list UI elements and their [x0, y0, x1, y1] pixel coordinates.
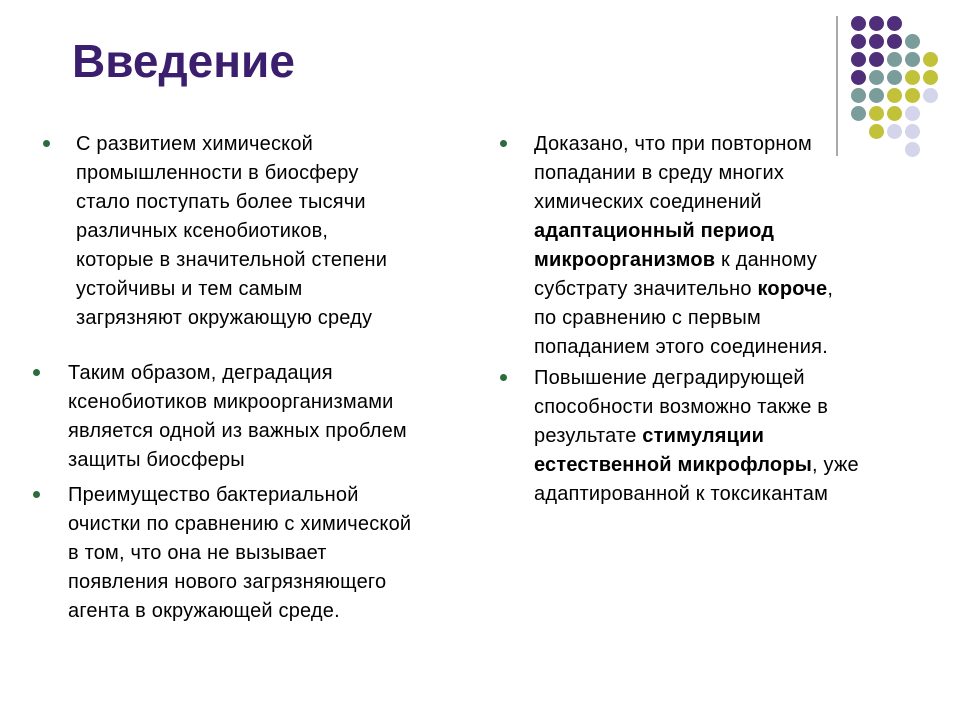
decorative-dot — [869, 52, 884, 67]
bold-text-run: стимуляции естественной микрофлоры — [534, 425, 813, 476]
decorative-dot — [887, 70, 902, 85]
text-run: , уже адаптированной к токсикантам — [534, 454, 859, 505]
decorative-dot — [905, 106, 920, 121]
text-run: к данному субстрату значительно — [534, 249, 818, 300]
bullet-text — [534, 130, 934, 362]
decorative-dot — [887, 88, 902, 103]
decorative-dot — [905, 34, 920, 49]
decorative-dot — [851, 106, 866, 121]
decorative-dot — [887, 52, 902, 67]
text-run: Доказано, что при повторном попадании в среду многих химических соединений — [534, 133, 812, 213]
decorative-dot — [851, 34, 866, 49]
bullet-text: Таким образом, деградация ксенобиотиков микроорганизмами является одной из важных проблем защиты биосферы — [68, 362, 407, 471]
decorative-dot — [869, 16, 884, 31]
decorative-dot — [869, 70, 884, 85]
decorative-dot — [869, 106, 884, 121]
decorative-dot — [887, 106, 902, 121]
decorative-dot — [905, 88, 920, 103]
bullet-text: С развитием химической промышленности в биосферу стало поступать более тысячи различных ксенобиотиков, которые в значительной степени устойчивы и тем самым загрязняют окружающую среду — [76, 133, 388, 329]
decorative-dot — [923, 70, 938, 85]
decorative-dot — [851, 70, 866, 85]
slide-title: Введение — [72, 35, 295, 87]
bold-text-run: короче — [757, 278, 828, 300]
bullet-icon — [33, 369, 40, 376]
decorative-dot — [923, 52, 938, 67]
decorative-dot — [851, 16, 866, 31]
bullet-icon — [500, 374, 507, 381]
bullet-icon — [500, 140, 507, 147]
decorative-dot — [905, 52, 920, 67]
decorative-dot — [923, 88, 938, 103]
decorative-dot — [851, 52, 866, 67]
decorative-dot — [869, 34, 884, 49]
decorative-dot — [887, 16, 902, 31]
decorative-dot — [851, 88, 866, 103]
decorative-dot — [869, 88, 884, 103]
bold-text-run: адаптационный период микроорганизмов — [534, 220, 775, 271]
bullet-text: Преимущество бактериальной очистки по сравнению с химической в том, что она не вызывает появления нового загрязняющего агента в окружающей среде. — [68, 484, 412, 622]
bullet-text — [534, 364, 934, 509]
bullet-icon — [43, 140, 50, 147]
decorative-dot — [905, 70, 920, 85]
decorative-dot — [887, 34, 902, 49]
bullet-icon — [33, 491, 40, 498]
text-run: Повышение деградирующей способности возможно также в результате — [534, 367, 829, 447]
text-run: , по сравнению с первым попаданием этого соединения. — [534, 278, 834, 358]
